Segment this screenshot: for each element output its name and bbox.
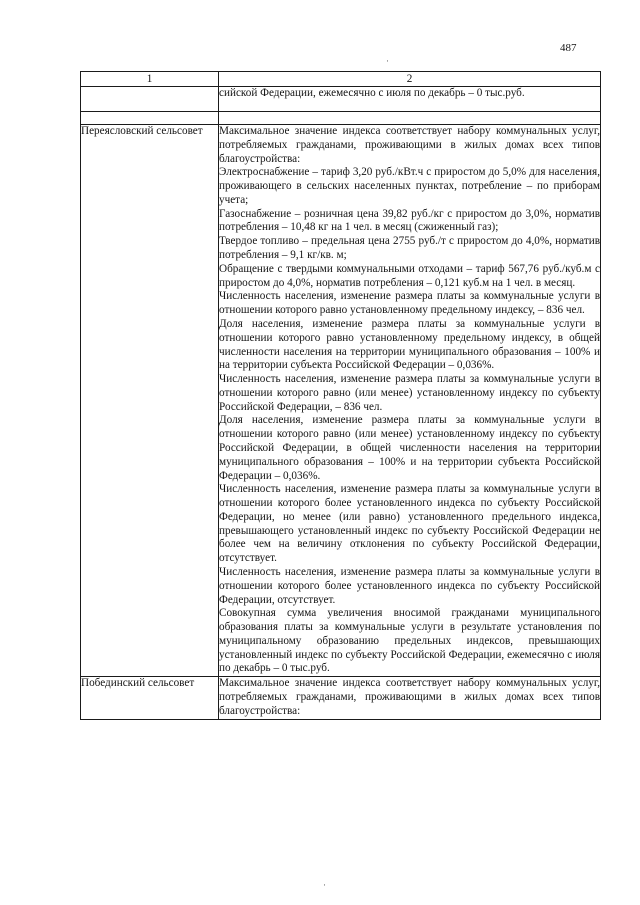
continuation-cell (219, 87, 601, 112)
municipality-name: Побединский сельсовет (81, 677, 219, 719)
paragraph: Численность населения, изменение размера платы за коммунальные услуги в отношении которого равно установленному предельному индексу, – 836 чел. (219, 290, 600, 317)
scan-speck: · (323, 880, 326, 890)
table-row (81, 677, 601, 719)
table-row-continuation (81, 87, 601, 112)
paragraph: Численность населения, изменение размера платы за коммунальные услуги в отношении которого более установленного индекса по субъекту Российской Федерации, отсутствует. (219, 566, 600, 606)
paragraph: Доля населения, изменение размера платы за коммунальные услуги в отношении которого равно установленному предельному индексу, в общей численности населения на территории муниципального образования – 100% и на территории субъекта Российской Федерации – 0,036%. (219, 317, 600, 372)
paragraph: Твердое топливо – предельная цена 2755 руб./т с приростом до 4,0%, норматив потребления – 9,1 кг/кв. м; (219, 235, 600, 262)
spacer-cell (81, 112, 219, 125)
municipality-description (219, 125, 601, 677)
municipality-name: Переясловский сельсовет (81, 125, 219, 677)
header-cell-1: 1 (81, 72, 219, 87)
paragraph: Доля населения, изменение размера платы за коммунальные услуги в отношении которого равно (или менее) установленному индексу по субъекту Российской Федерации, в общей численности населения на территории муниципального образования – 100% и на территории субъекта Российской Федерации – 0,036%. (219, 414, 600, 482)
spacer-cell (219, 112, 601, 125)
municipality-description (219, 677, 601, 719)
page-number: 487 (560, 42, 577, 54)
tariff-table (80, 71, 601, 720)
empty-cell (81, 87, 219, 112)
header-cell-2: 2 (219, 72, 601, 87)
scan-speck: · (386, 56, 389, 66)
paragraph: Численность населения, изменение размера платы за коммунальные услуги в отношении которого равно (или менее) установленному индексу по субъекту Российской Федерации, – 836 чел. (219, 373, 600, 413)
paragraph: Максимальное значение индекса соответствует набору коммунальных услуг, потребляемых гражданами, проживающими в жилых домах всех типов благоустройства: (219, 125, 600, 165)
paragraph: Численность населения, изменение размера платы за коммунальные услуги в отношении которого более установленного индекса по субъекту Российской Федерации, но менее (или равно) установленного предельного индекса, превышающего установленный индекс по субъекту Российской Федерации не более чем на величину отклонения по субъекту Российской Федерации, отсутствует. (219, 483, 600, 565)
continuation-text: сийской Федерации, ежемесячно с июля по декабрь – 0 тыс.руб. (219, 87, 525, 99)
paragraph: Электроснабжение – тариф 3,20 руб./кВт.ч с приростом до 5,0% для населения, проживающего в сельских населенных пунктах, потребление – по приборам учета; (219, 166, 600, 206)
paragraph: Максимальное значение индекса соответствует набору коммунальных услуг, потребляемых гражданами, проживающими в жилых домах всех типов благоустройства: (219, 677, 600, 717)
paragraph: Газоснабжение – розничная цена 39,82 руб./кг с приростом до 3,0%, норматив потребления – 10,48 кг на 1 чел. в месяц (сжиженный газ); (219, 207, 600, 234)
table-row (81, 125, 601, 677)
paragraph: Совокупная сумма увеличения вносимой гражданами муниципального образования платы за коммунальные услуги в результате установления по муниципальному образованию предельных индексов, превышающих установленный индекс по субъекту Российской Федерации, ежемесячно с июля по декабрь – 0 тыс.руб. (219, 607, 600, 675)
paragraph: Обращение с твердыми коммунальными отходами – тариф 567,76 руб./куб.м с приростом до 4,0%, норматив потребления – 0,121 куб.м на 1 чел. в месяц. (219, 262, 600, 289)
table-header-row (81, 72, 601, 87)
table-row-spacer (81, 112, 601, 125)
